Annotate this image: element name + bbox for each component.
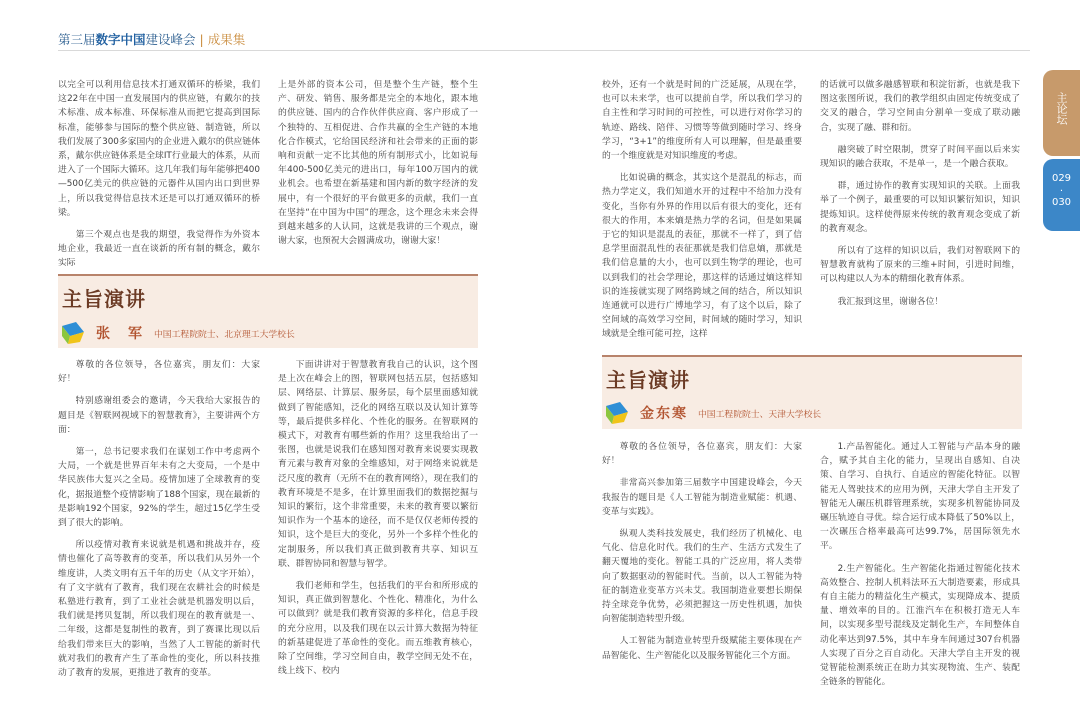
paragraph: 下面讲讲对于智慧教育我自己的认识，这个图是上次在峰会上的图，智联网包括五层，包括感知层、网络层、计算层、服务层，每个层里面感知就做到了智能感知，泛化的网络互联以及认知计算等等，最后提供多样化、个性化的服务。在智联网的模式下，对教育有哪些新的作用？这里我给出了一张图，也就是说我们在感知图对教育来说要实现教育元素与教育对象的全维感知，对于网络来说就是泛尺度的教育（无所不在的教育网络），现在我们的教育环境是不是多，在计算里面我们的数据挖掘与知识的繁衍，这个非常重要，未来的教育要以繁衍知识作为一个基本的途径，而不是仅仅老师传授的知识，这个是巨大的变化，另外一个多样个性化的定制服务，所以我们真正做到教育共享、知识互联、群智协同和智慧与智学。	[278, 360, 478, 569]
paragraph: 尊敬的各位领导，各位嘉宾，朋友们：大家好！	[602, 442, 802, 467]
paragraph: 我汇报到这里，谢谢各位！	[837, 296, 944, 307]
page-number-dot: ·	[1059, 186, 1064, 197]
speaker-name: 张 军	[96, 326, 144, 342]
speaker-title: 中国工程院院士、天津大学校长	[698, 409, 822, 420]
text-column-top-4	[820, 78, 1020, 317]
speaker-name: 金东寒	[640, 406, 688, 422]
paragraph: 以完全可以利用信息技术打通双循环的桥梁，我们这22年在中国一直发展国内的供应链，有戴尔的技术标准、成本标准、环保标准从而把它提高到国际标准，能够参与国际的整个供应链、制造链，所以我们发展了300多家国内的企业进入戴尔的供应链体系，戴尔供应链体系是全球IT行业最大的体系，从而进入了一个国际大循环。这几年我们每年能够把400—500亿美元的供应链的元器件从国内出口到世界上，所以我觉得信息技术还是可以打通双循环的桥梁。	[58, 80, 260, 218]
page-number-to: 030	[1051, 197, 1072, 208]
speaker-line	[606, 402, 821, 424]
text-column-s2-1	[602, 440, 802, 671]
header-separator: |	[199, 32, 204, 47]
text-column-s1-2	[278, 358, 478, 686]
text-column-top-1	[58, 78, 260, 279]
paragraph: 人工智能为制造业转型升级赋能主要体现在产品智能化、生产智能化以及服务智能化三个方面。	[602, 636, 802, 661]
header-issue: 第三届	[58, 32, 96, 47]
side-tab-section[interactable]	[1043, 70, 1080, 156]
speaker-line	[62, 322, 295, 344]
paragraph: 我们老师和学生，包括我们的平台和所形成的知识，真正做到智慧化、个性化、精准化，为什么可以做到？就是我们教育资源的多样化，信息手段的充分应用，以及我们现在以云计算大数据为特征的新基建促进了革命性的变化。而五维教育核心，除了空间维，学习空间自由，教学空间无处不在，线上线下、校内	[278, 581, 478, 677]
paragraph: 所以疫情对教育来说就是机遇和挑战并存，疫情也催化了高等教育的变革，所以我们从另外一个维度讲，人类文明有五千年的历史（从文字开始），有了文字就有了教育，我们现在农耕社会的时候是私塾进行教育，到了工业社会就是机器发明以后，我们就是拷贝复制，所以我们现在的教育就是一、二年级，这都是复制性的教育，到了赛课比现以后给我们带来巨大的影响，当然了人工智能的新时代就对我们的教育产生了革命性的变化，所以科技推动了教育的发展，更推进了教育的变革。	[58, 540, 260, 679]
section-divider	[602, 355, 1022, 357]
page-header	[58, 30, 245, 48]
paragraph: 第一，总书记要求我们在谋划工作中考虑两个大局，一个就是世界百年未有之大变局，一个是中华民族伟大复兴之全局。疫情加速了全球教育的变化，据报道整个疫情影响了188个国家，现在最新的是影响192个国家，92%的学生，超过15亿学生受到了很大的影响。	[58, 447, 260, 529]
section-title: 主旨演讲	[606, 368, 690, 392]
paragraph: 群，通过协作的教育实现知识的关联。上面我举了一个例子，最重要的可以知识繁衍知识，知识提炼知识。这样使得原来传统的教育观念变成了新的教育观念。	[820, 181, 1020, 234]
paragraph: 2.生产智能化。生产智能化指通过智能化技术高效整合、控制人机料法环五大制造要素，形成具有自主能力的精益化生产模式，实现降成本、提质量、增效率的目的。江淮汽车在积极打造无人车间，以实现多型号混线及定制化生产，车间整体自动化率达到97.5%，其中车身车间通过307台机器人实现了百分之百自动化。天津大学自主开发的视觉智能检测系统正在助力其实现物流、生产、装配全链条的智能化。	[820, 563, 1020, 688]
speaker-title: 中国工程院院士、北京理工大学校长	[154, 329, 295, 340]
logo-icon	[606, 402, 628, 424]
section-title: 主旨演讲	[62, 287, 146, 311]
page-number-from: 029	[1051, 173, 1072, 184]
text-column-top-2	[278, 78, 478, 256]
paragraph: 尊敬的各位领导，各位嘉宾，朋友们：大家好！	[58, 360, 260, 385]
logo-icon	[62, 322, 84, 344]
paragraph: 非常高兴参加第三届数字中国建设峰会，今天我报告的题目是《人工智能为制造业赋能：机遇、变革与实践》。	[602, 478, 802, 517]
text-column-top-3	[602, 78, 802, 350]
header-brand: 数字中国	[95, 32, 146, 47]
section-divider	[58, 274, 478, 276]
header-section: 成果集	[207, 32, 246, 47]
paragraph: 上是外部的资本公司，但是整个生产链，整个生产、研发、销售、服务都是完全的本地化，跟本地的供应链、国内的合作伙伴供应商、客户形成了一个独特的、互相促进、合作共赢的全生产链的本地化合作模式，它给国民经济和社会带来的正面的影响和贡献一定不比其他的所有制形式小，比如说每年400-500亿美元的进出口，每年100万国内的就业机会。也希望在新基建和国内新的数字经济的发展中，有一个很好的平台做更多的贡献，我们一直在坚持“在中国为中国”的理念，这个理念未来会得到越来越多的人认同，这就是我讲的三个观点，谢谢大家，也预祝大会圆满成功，谢谢大家！	[278, 80, 478, 247]
header-title: 建设峰会	[145, 32, 196, 47]
paragraph: 的话就可以做多融感智联和积淀衍新，也就是我下图这张图所说，我们的教学组织由固定传统变成了交叉的融合，学习空间由分割单一变成了联动融合，实现了融、群和衍。	[820, 80, 1020, 133]
paragraph: 特别感谢组委会的邀请，今天我给大家报告的题目是《智联网视域下的智慧教育》，主要讲两个方面：	[58, 396, 260, 435]
paragraph: 1.产品智能化。通过人工智能与产品本身的融合，赋予其自主化的能力，呈现出自感知、自决策、自学习、自执行、自适应的智能化特征。以智能无人驾驶技术的应用为例，天津大学自主开发了智能无人碾压机群管理系统，实现多机智能协同及碾压轨迹自寻优。综合运行成本降低了50%以上，一次碾压合格率最高可达99.7%，居国际领先水平。	[820, 442, 1020, 552]
paragraph: 融突破了时空限制，贯穿了时间平面以后来实现知识的融合获取，不是单一，是一个融合获取。	[820, 144, 1020, 170]
paragraph: 纵观人类科技发展史，我们经历了机械化、电气化、信息化时代。我们的生产、生活方式发生了翻天覆地的变化。智能工具的广泛应用，将人类带向了数据驱动的智能时代。当前，以人工智能为特征的制造业变革方兴未艾。我国制造业要想长期保持全球竞争优势，必须把握这一历史性机遇，加快向智能制造转型升级。	[602, 529, 802, 625]
text-column-s1-1	[58, 358, 260, 688]
header-divider	[58, 50, 1030, 51]
paragraph: 校外，还有一个就是时间的广泛延展，从现在学，也可以未来学，也可以提前自学，所以我们学习的自主性和学习时间的可控性，可以进行对你学习的轨迹、路线、陪伴、习惯等等做到随时学习、终身学习，“3+1”的维度所有人可以理解，但是最重要的一个维度就是对知识维度的考虑。	[602, 80, 802, 162]
side-tab-pages[interactable]	[1043, 159, 1080, 231]
paragraph: 所以有了这样的知识以后，我们对智联网下的智慧教育就构了原来的三维+时间，引进时间维，可以构建以人为本的精细化教育体系。	[820, 246, 1020, 285]
paragraph: 第三个观点也是我的期望，我觉得作为外资本地企业，我最近一直在谈新的所有制的概念，戴尔实际	[58, 230, 260, 269]
text-column-s2-2	[820, 440, 1020, 697]
side-tab-label: 主论坛	[1055, 92, 1068, 125]
paragraph: 比如说确的概念，其实这个是混乱的标志，而热力学定义，我们知道水开的过程中不给加力没有变化，当你有外界的作用以后有很大的变化，还有很大的作用，本来熵是热力学的名词，但是如果属于它的知识是混乱的表征，那就不一样了，到了信息学里面混乱性的表征那就是我们信息熵，那就是我们信息量的大小，也可以到生物学的理论，也可以到我们的社会学理论，那这样的话通过熵这样知识的连接就实现了网络跨域之间的结合，所以知识连通就可以进行广博地学习，有了这个以后，除了空间域的高效学习空间，时间域的随时学习，知识域就是全维可能可控，这样	[602, 173, 802, 340]
